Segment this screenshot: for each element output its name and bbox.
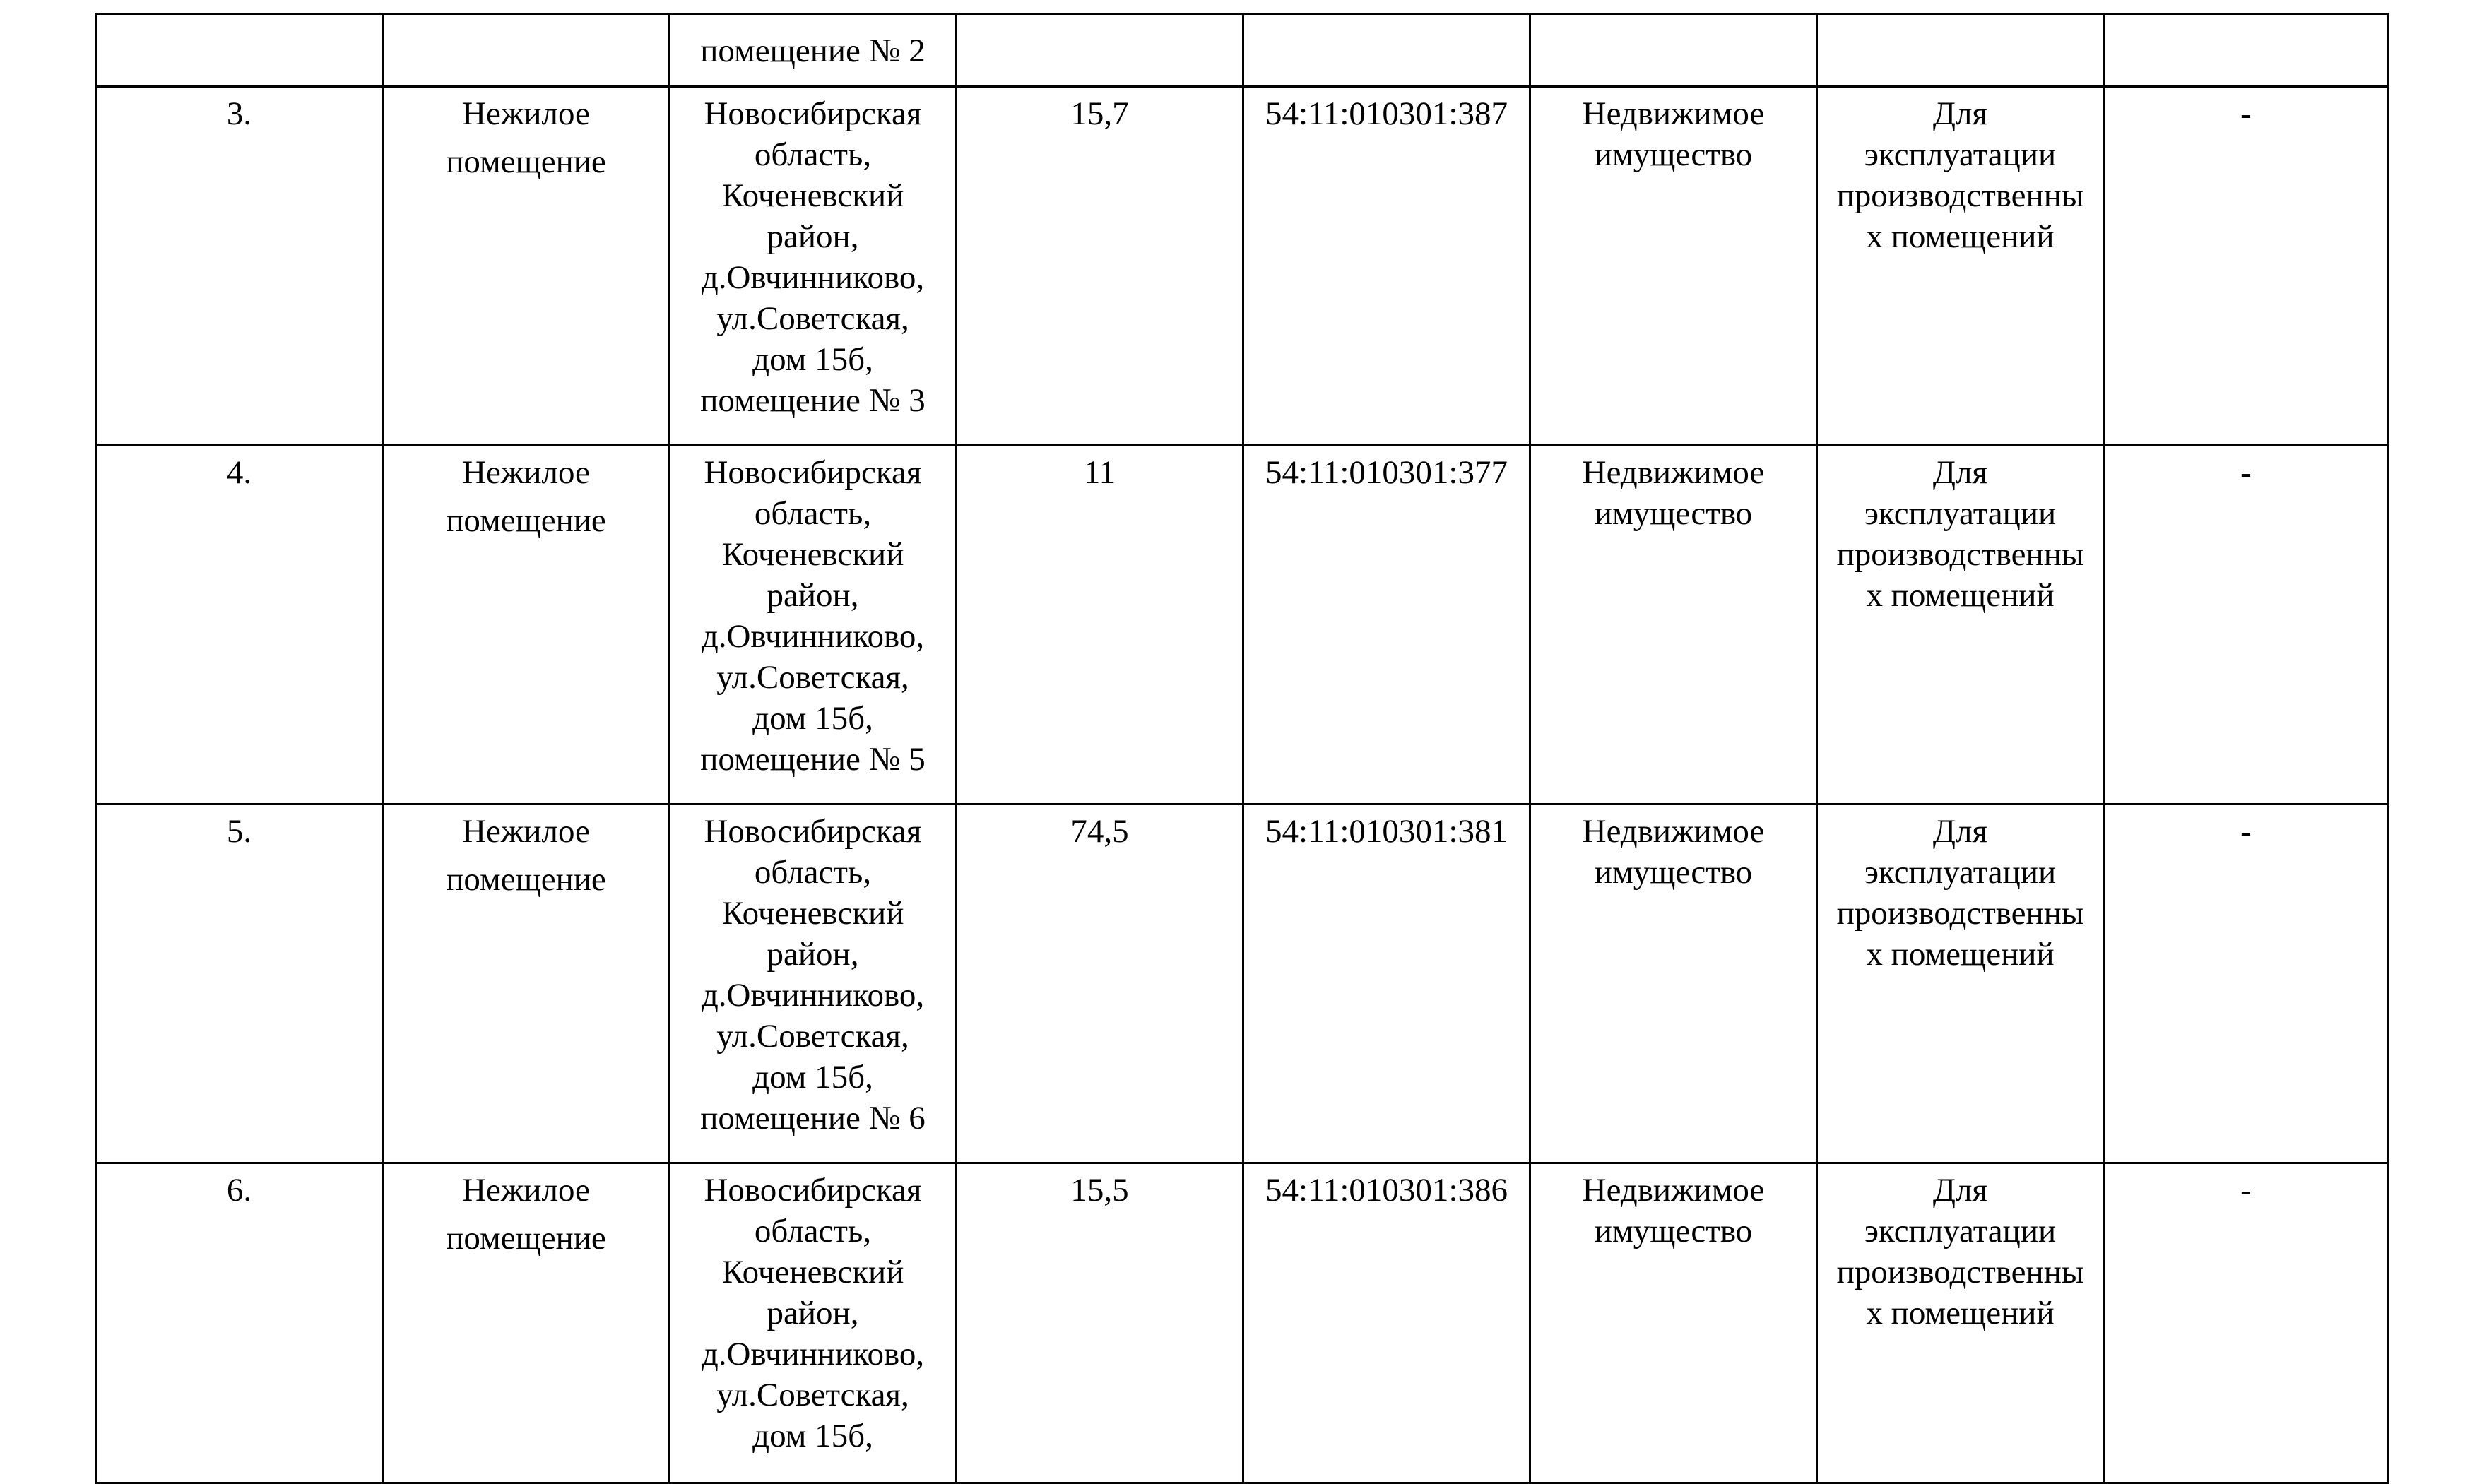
address-line: район, [767, 1295, 859, 1331]
cell-area: 15,5 [957, 1163, 1243, 1483]
name-line: Нежилое [462, 95, 590, 132]
address-line: помещение № 2 [700, 32, 926, 69]
address-line: Новосибирская [704, 95, 922, 132]
address-line: дом 15б, [752, 1418, 873, 1454]
cell-num [96, 14, 383, 87]
address-line: Коченевский [721, 895, 904, 932]
cell-purpose [1817, 1163, 2104, 1483]
cell-address [670, 1163, 957, 1483]
cell-purpose [1817, 14, 2104, 87]
purpose-line: производственны [1836, 536, 2084, 573]
address-line: помещение № 3 [700, 382, 926, 419]
table-row [96, 1163, 2389, 1483]
address-line: Новосибирская [704, 1172, 922, 1209]
address-line: дом 15б, [752, 1059, 873, 1096]
purpose-line: х помещений [1866, 577, 2055, 614]
type-line: имущество [1594, 495, 1753, 532]
purpose-line: Для [1932, 813, 1988, 850]
cell-num: 4. [96, 446, 383, 805]
address-line: помещение № 5 [700, 741, 926, 778]
address-line: район, [767, 936, 859, 973]
cell-type [1530, 805, 1817, 1163]
purpose-line: эксплуатации [1864, 136, 2057, 173]
property-registry-table [95, 13, 2389, 1484]
address-line: область, [754, 854, 872, 891]
cell-area: 74,5 [957, 805, 1243, 1163]
address-line: дом 15б, [752, 341, 873, 378]
type-line: Недвижимое [1582, 454, 1765, 491]
address-line: ул.Советская, [716, 300, 909, 337]
cell-name [383, 446, 670, 805]
name-line: помещение [446, 502, 606, 539]
cell-encumbrance: - [2104, 446, 2389, 805]
address-line: ул.Советская, [716, 659, 909, 696]
address-line: д.Овчинниково, [701, 259, 925, 296]
cell-encumbrance: - [2104, 805, 2389, 1163]
type-line: Недвижимое [1582, 95, 1765, 132]
table-row [96, 446, 2389, 805]
cell-encumbrance: - [2104, 87, 2389, 446]
cell-cadastral-number: 54:11:010301:386 [1243, 1163, 1530, 1483]
cell-area: 15,7 [957, 87, 1243, 446]
purpose-line: Для [1932, 95, 1988, 132]
name-line: Нежилое [462, 454, 590, 491]
cell-cadastral [1243, 14, 1530, 87]
purpose-line: эксплуатации [1864, 495, 2057, 532]
address-line: район, [767, 218, 859, 255]
purpose-line: х помещений [1866, 936, 2055, 973]
type-line: имущество [1594, 854, 1753, 891]
cell-cadastral-number: 54:11:010301:377 [1243, 446, 1530, 805]
address-line: ул.Советская, [716, 1377, 909, 1413]
type-line: Недвижимое [1582, 813, 1765, 850]
type-line: Недвижимое [1582, 1172, 1765, 1209]
cell-purpose [1817, 446, 2104, 805]
address-line: область, [754, 1213, 872, 1249]
address-line: дом 15б, [752, 700, 873, 737]
name-line: помещение [446, 861, 606, 898]
address-line: Коченевский [721, 177, 904, 214]
address-line: Новосибирская [704, 813, 922, 850]
purpose-line: эксплуатации [1864, 1213, 2057, 1249]
cell-cadastral-number: 54:11:010301:387 [1243, 87, 1530, 446]
purpose-line: производственны [1836, 1254, 2084, 1290]
address-line: Коченевский [721, 1254, 904, 1290]
address-line: помещение № 6 [700, 1100, 926, 1136]
cell-address [670, 87, 957, 446]
table-body [96, 14, 2389, 1483]
address-line: д.Овчинниково, [701, 977, 925, 1014]
name-line: Нежилое [462, 1172, 590, 1209]
cell-area [957, 14, 1243, 87]
type-line: имущество [1594, 1213, 1753, 1249]
address-line: ул.Советская, [716, 1018, 909, 1055]
address-line: Коченевский [721, 536, 904, 573]
cell-num: 6. [96, 1163, 383, 1483]
purpose-line: х помещений [1866, 1295, 2055, 1331]
table-row [96, 87, 2389, 446]
cell-encumbrance: - [2104, 1163, 2389, 1483]
cell-purpose [1817, 805, 2104, 1163]
cell-name [383, 805, 670, 1163]
cell-area: 11 [957, 446, 1243, 805]
address-line: д.Овчинниково, [701, 618, 925, 655]
purpose-line: эксплуатации [1864, 854, 2057, 891]
table-row [96, 805, 2389, 1163]
cell-address [670, 446, 957, 805]
name-line: помещение [446, 1220, 606, 1257]
cell-address [670, 14, 957, 87]
cell-type [1530, 1163, 1817, 1483]
cell-encumbrance [2104, 14, 2389, 87]
table-row-continuation [96, 14, 2389, 87]
address-line: Новосибирская [704, 454, 922, 491]
address-line: район, [767, 577, 859, 614]
purpose-line: х помещений [1866, 218, 2055, 255]
purpose-line: Для [1932, 1172, 1988, 1209]
cell-type [1530, 87, 1817, 446]
cell-purpose [1817, 87, 2104, 446]
address-line: область, [754, 495, 872, 532]
cell-name [383, 14, 670, 87]
address-line: д.Овчинниково, [701, 1336, 925, 1372]
cell-name [383, 87, 670, 446]
cell-cadastral-number: 54:11:010301:381 [1243, 805, 1530, 1163]
cell-num: 3. [96, 87, 383, 446]
name-line: Нежилое [462, 813, 590, 850]
purpose-line: производственны [1836, 895, 2084, 932]
purpose-line: Для [1932, 454, 1988, 491]
type-line: имущество [1594, 136, 1753, 173]
purpose-line: производственны [1836, 177, 2084, 214]
cell-type [1530, 14, 1817, 87]
name-line: помещение [446, 143, 606, 180]
address-line: область, [754, 136, 872, 173]
cell-name [383, 1163, 670, 1483]
cell-type [1530, 446, 1817, 805]
cell-num: 5. [96, 805, 383, 1163]
cell-address [670, 805, 957, 1163]
